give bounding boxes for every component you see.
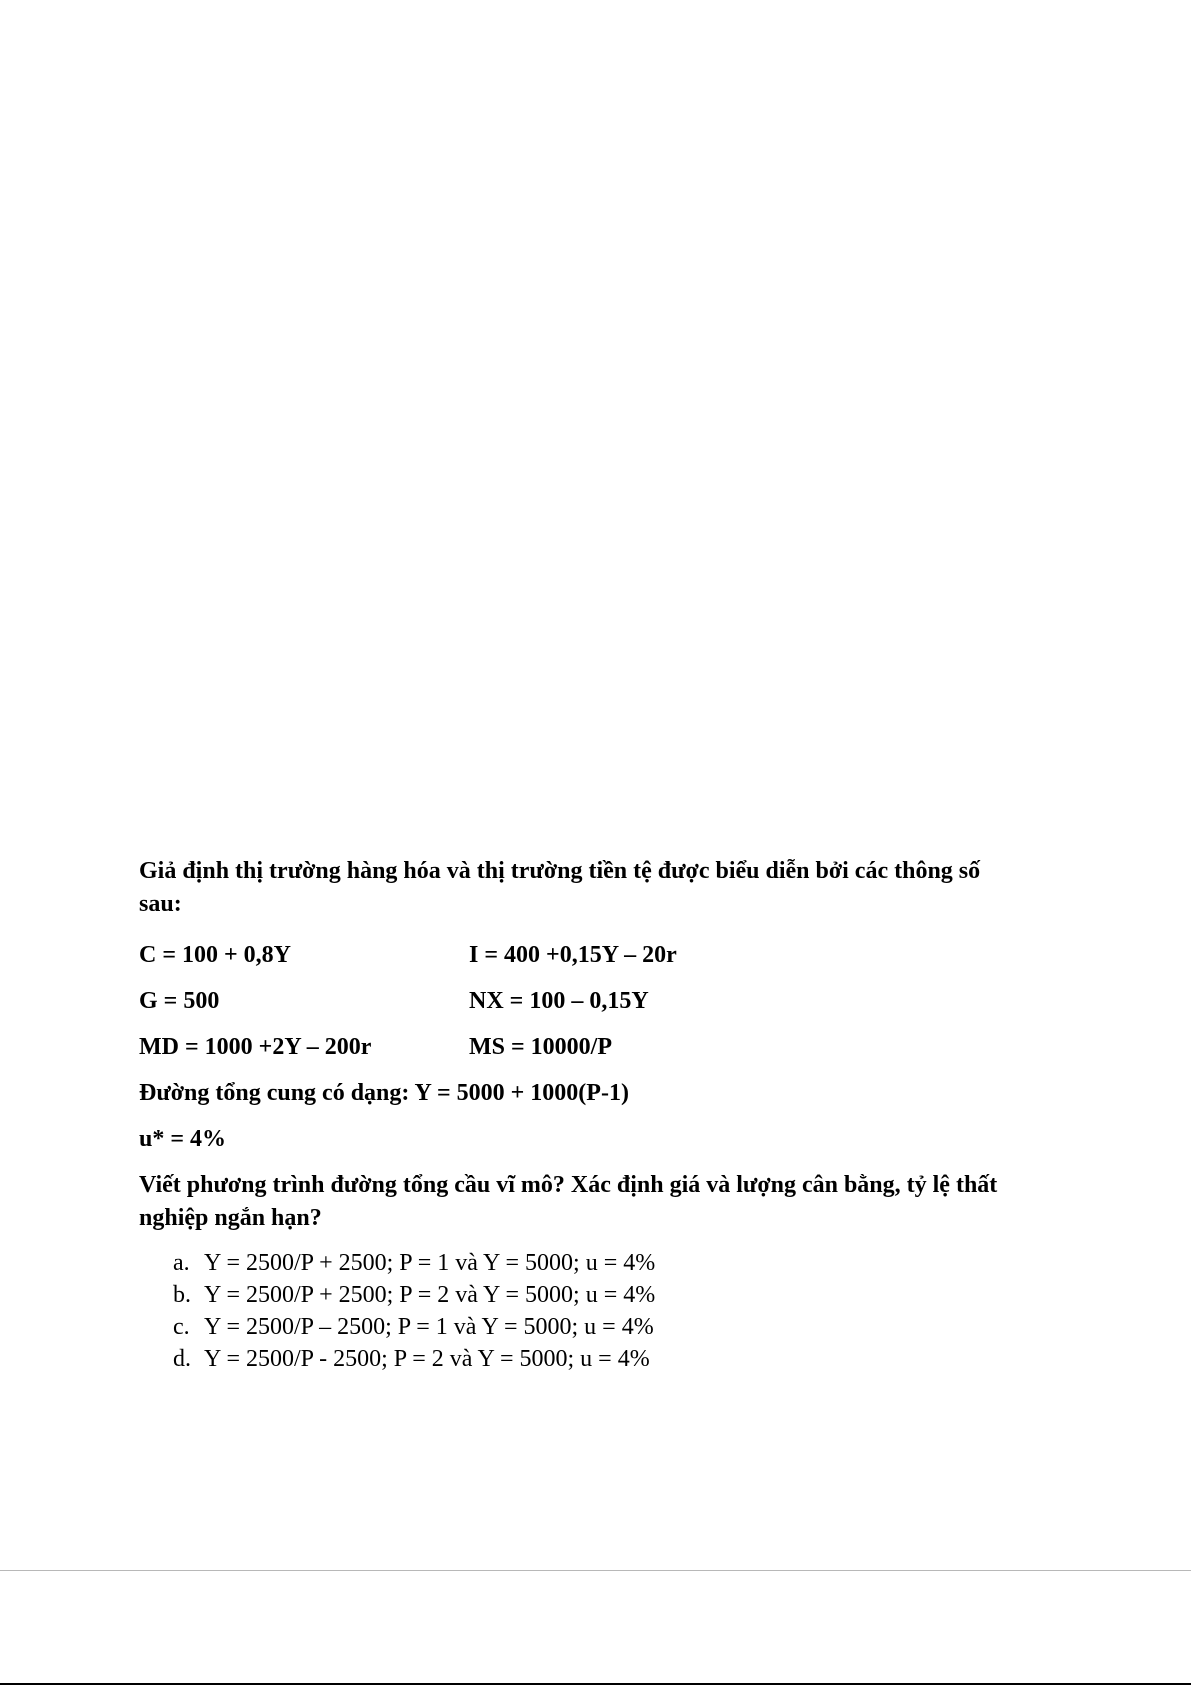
government-equation: G = 500 [139,988,220,1014]
option-letter: d. [173,1346,191,1372]
option-text: Y = 2500/P + 2500; P = 2 và Y = 5000; u = 4% [204,1282,656,1308]
money-supply-equation: MS = 10000/P [469,1034,613,1060]
answer-option-c[interactable] [173,1311,1019,1343]
consumption-equation: C = 100 + 0,8Y [139,942,292,968]
option-text: Y = 2500/P + 2500; P = 1 và Y = 5000; u = 4% [204,1250,656,1276]
intro-text: Giả định thị trường hàng hóa và thị trường tiền tệ được biểu diễn bởi các thông số sau: [139,858,981,917]
money-demand-equation: MD = 1000 +2Y – 200r [139,1034,372,1060]
option-letter: c. [173,1314,190,1340]
equation-row [139,985,1019,1017]
equation-row [139,939,1019,971]
natural-unemployment-line: u* = 4% [139,1126,227,1152]
question-block [139,855,1019,1375]
net-export-equation: NX = 100 – 0,15Y [469,988,649,1014]
answer-options [139,1247,1019,1375]
option-letter: a. [173,1250,190,1276]
investment-equation: I = 400 +0,15Y – 20r [469,942,677,968]
option-letter: b. [173,1282,191,1308]
question-text: Viết phương trình đường tổng cầu vĩ mô? Xác định giá và lượng cân bằng, tỷ lệ thất nghiệp ngắn hạn? [139,1172,998,1231]
option-text: Y = 2500/P – 2500; P = 1 và Y = 5000; u = 4% [204,1314,654,1340]
page-footer-divider [0,1570,1191,1571]
answer-option-a[interactable] [173,1247,1019,1279]
answer-option-b[interactable] [173,1279,1019,1311]
answer-option-d[interactable] [173,1343,1019,1375]
equation-row [139,1031,1019,1063]
aggregate-supply-line: Đường tổng cung có dạng: Y = 5000 + 1000(P-1) [139,1080,629,1106]
option-text: Y = 2500/P - 2500; P = 2 và Y = 5000; u = 4% [204,1346,650,1372]
